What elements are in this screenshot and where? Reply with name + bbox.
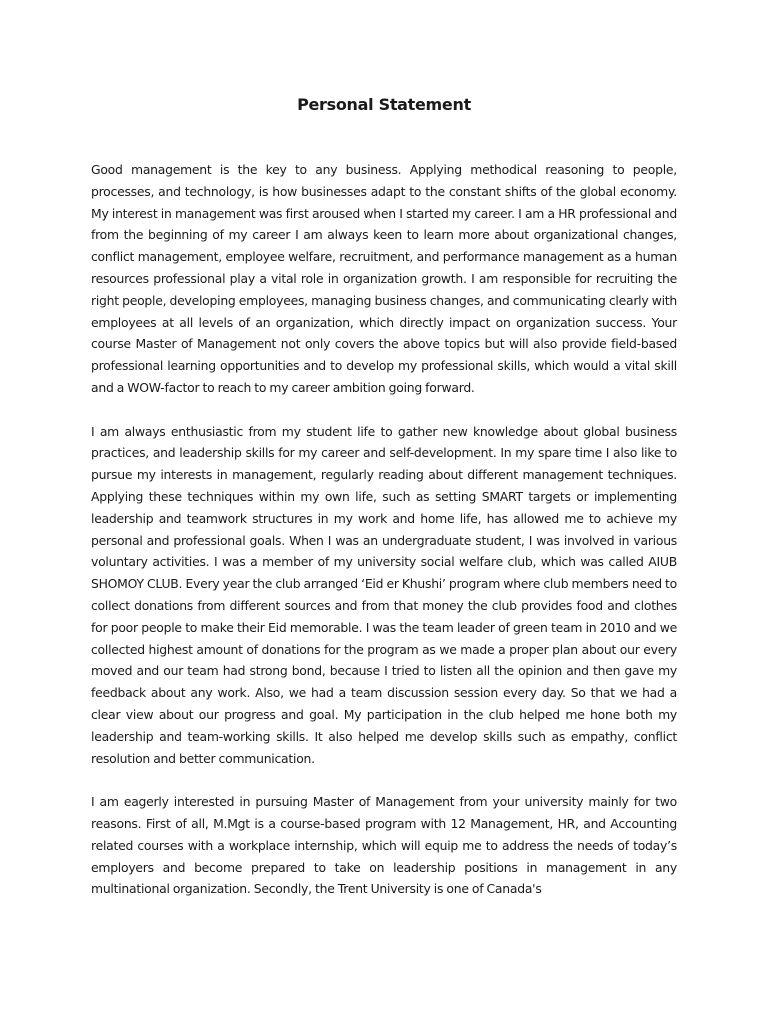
paragraph-3: I am eagerly interested in pursuing Master of Management from your university mainly for two reasons. First of all, M.Mgt is a course-based program with 12 Management, HR, and Accounting related courses with a workplace internship, which will equip me to address the needs of today’s employers and become prepared to take on leadership positions in management in any multinational organization. Secondly, the Trent University is one of Canada's xyxy=(91,794,677,897)
paragraph-2: I am always enthusiastic from my student life to gather new knowledge about global business practices, and leadership skills for my career and self-development. In my spare time I also like to pursue my interests in management, regularly reading about different management techniques. Applying these techniques within my own life, such as setting SMART targets or implementing leadership and teamwork structures in my work and home life, has allowed me to achieve my personal and professional goals. When I was an undergraduate student, I was involved in various voluntary activities. I was a member of my university social welfare club, which was called AIUB SHOMOY CLUB. Every year the club arranged ‘Eid er Khushi’ program where club members need to collect donations from different sources and from that money the club provides food and clothes for poor people to make their Eid memorable. I was the team leader of green team in 2010 and we collected highest amount of donations for the program as we made a proper plan about our every moved and our team had strong bond, because I tried to listen all the opinion and then gave my feedback about any work. Also, we had a team discussion session every day. So that we had a clear view about our progress and goal. My participation in the club helped me hone both my leadership and team-working skills. It also helped me develop skills such as empathy, conflict resolution and better communication. xyxy=(91,423,677,766)
paragraph-1: Good management is the key to any business. Applying methodical reasoning to people, processes, and technology, is how businesses adapt to the constant shifts of the global economy. My interest in management was first aroused when I started my career. I am a HR professional and from the beginning of my career I am always keen to learn more about organizational changes, conflict management, employee welfare, recruitment, and performance management as a human resources professional play a vital role in organization growth. I am responsible for recruiting the right people, developing employees, managing business changes, and communicating clearly with employees at all levels of an organization, which directly impact on organization success. Your course Master of Management not only covers the above topics but will also provide field-based professional learning opportunities and to develop my professional skills, which would a vital skill and a WOW-factor to reach to my career ambition going forward. xyxy=(91,162,677,395)
statement-body xyxy=(91,159,677,922)
page-title: Personal Statement xyxy=(297,95,471,114)
